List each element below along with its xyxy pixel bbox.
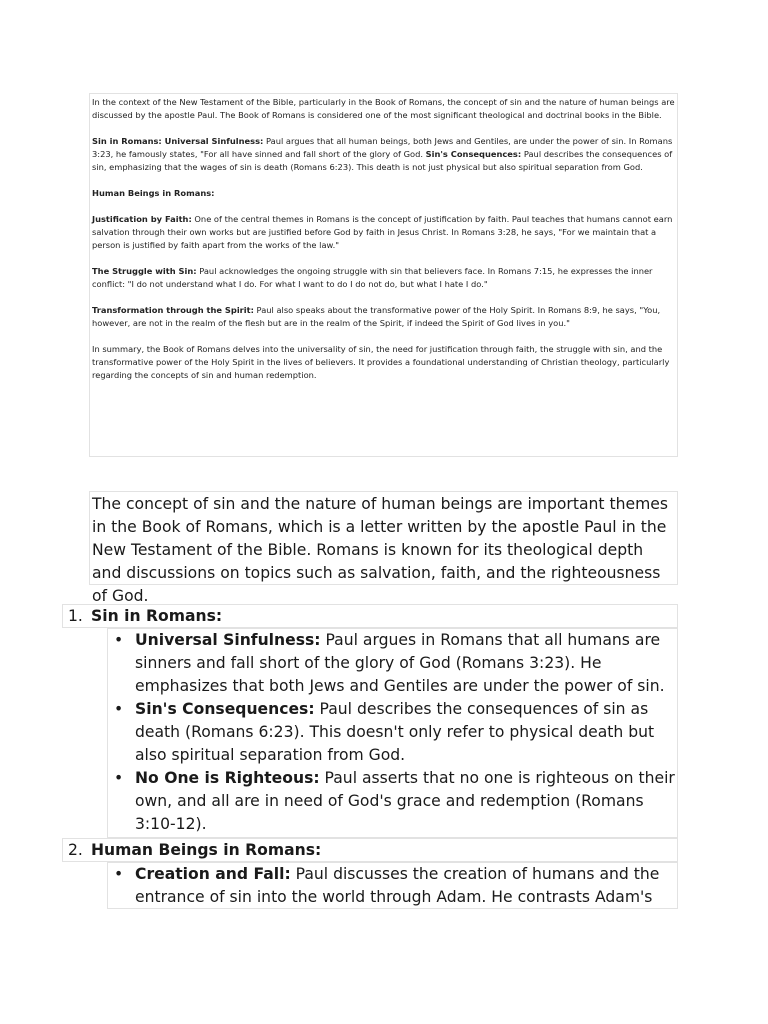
justification-label: Justification by Faith: (92, 214, 192, 224)
universal-sinfulness-label: Sin in Romans: Universal Sinfulness: (92, 136, 264, 146)
sublist-sin-in-romans (107, 628, 678, 838)
sins-consequences-text: Paul describes the consequences of sin, emphasizing that the wages of sin is death (Romans 6:23). This death is not just physical but also spiritual separation from God. (92, 149, 673, 172)
sublist-human-beings (107, 862, 678, 909)
struggle-text: Paul acknowledges the ongoing struggle with sin that believers face. In Romans 7:15, he expresses the inner conflict: "I do not understand what I do. For what I want to do I do not do, but what I hate I do." (92, 266, 653, 289)
item-label: Sin's Consequences: (135, 700, 315, 718)
list-heading: Human Beings in Romans: (91, 841, 322, 859)
struggle-paragraph (92, 265, 675, 291)
sin-in-romans-paragraph (92, 135, 675, 174)
struggle-label: The Struggle with Sin: (92, 266, 197, 276)
universal-sinfulness-text: Paul argues that all human beings, both Jews and Gentiles, are under the power of sin. In Romans 3:23, he famously states, "For all have sinned and fall short of the glory of God. (92, 136, 673, 159)
item-text: Paul describes the consequences of sin as death (Romans 6:23). This doesn't only refer to physical death but also spiritual separation from God. (135, 700, 655, 764)
transformation-label: Transformation through the Spirit: (92, 305, 254, 315)
justification-paragraph (92, 213, 675, 252)
intro-paragraph: In the context of the New Testament of the Bible, particularly in the Book of Romans, the concept of sin and the nature of human beings are discussed by the apostle Paul. The Book of Romans is considered one of the most significant theological and doctrinal books in the Bible. (92, 97, 675, 120)
list-number: 2. (68, 841, 83, 859)
intro-text-box: The concept of sin and the nature of human beings are important themes in the Book of Romans, which is a letter written by the apostle Paul in the New Testament of the Bible. Romans is known for its theological depth and discussions on topics such as salvation, faith, and the righteousness of God. (89, 491, 678, 585)
transformation-paragraph (92, 304, 675, 330)
list-item (108, 767, 677, 836)
human-beings-heading: Human Beings in Romans: (92, 188, 215, 198)
item-label: No One is Righteous: (135, 769, 320, 787)
summary-paragraph: In summary, the Book of Romans delves into the universality of sin, the need for justification through faith, the struggle with sin, and the transformative power of the Holy Spirit in the lives of believers. It provides a foundational understanding of Christian theology, particularly regarding the concepts of sin and human redemption. (92, 344, 670, 380)
item-label: Creation and Fall: (135, 865, 291, 883)
transformation-text: Paul also speaks about the transformative power of the Holy Spirit. In Romans 8:9, he says, "You, however, are not in the realm of the flesh but are in the realm of the Spirit, if indeed the Spirit of God lives in you." (92, 305, 661, 328)
sins-consequences-label: Sin's Consequences: (425, 149, 522, 159)
list-item (108, 698, 677, 767)
list-item-sin-in-romans (62, 604, 678, 628)
item-text: Paul argues in Romans that all humans are sinners and fall short of the glory of God (Romans 3:23). He emphasizes that both Jews and Gentiles are under the power of sin. (135, 631, 665, 695)
item-label: Universal Sinfulness: (135, 631, 321, 649)
item-text: Paul asserts that no one is righteous on their own, and all are in need of God's grace and redemption (Romans 3:10-12). (135, 769, 675, 833)
bullet-icon: • (114, 700, 124, 718)
list-heading: Sin in Romans: (91, 607, 223, 625)
list-item-human-beings (62, 838, 678, 862)
list-number: 1. (68, 607, 83, 625)
bullet-icon: • (114, 865, 124, 883)
item-text: Paul discusses the creation of humans and the entrance of sin into the world through Adam. He contrasts Adam's (135, 865, 660, 906)
list-item (108, 863, 677, 909)
bullet-icon: • (114, 769, 124, 787)
summary-text-box (89, 93, 678, 457)
list-item (108, 629, 677, 698)
bullet-icon: • (114, 631, 124, 649)
justification-text: One of the central themes in Romans is the concept of justification by faith. Paul teaches that humans cannot earn salvation through their own works but are justified before God by faith in Jesus Christ. In Romans 3:28, he says, "For we maintain that a person is justified by faith apart from the works of the law." (92, 214, 673, 250)
